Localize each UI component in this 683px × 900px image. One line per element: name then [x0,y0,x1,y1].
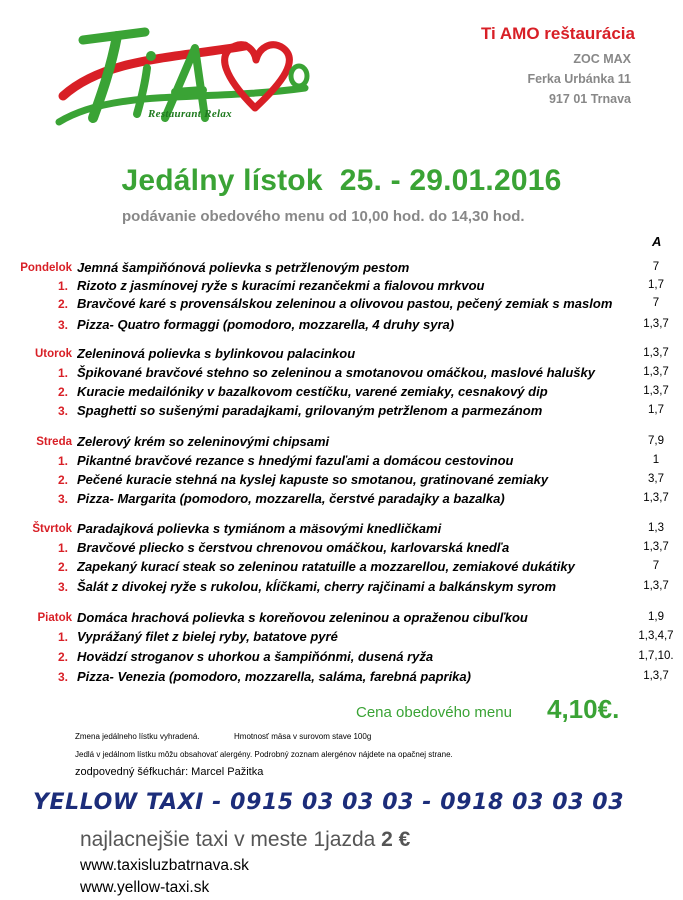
item-number: 3. [57,492,68,506]
item-number: 1. [57,541,68,555]
allergen-codes: 1,3,7 [643,541,669,553]
item-number: 3. [57,318,68,332]
menu-row [0,384,683,402]
allergen-codes: 7 [652,261,660,273]
taxi-tagline-price: 2 € [381,828,411,851]
menu-row-soup [0,521,683,539]
dish-name: Zelerový krém so zeleninovými chipsami [77,434,330,449]
menu-row [0,403,683,421]
menu-row-soup [0,610,683,628]
dish-name: Domáca hrachová polievka s koreňovou zeleninou a opraženou cibuľkou [77,610,528,625]
serving-time: podávanie obedového menu od 10,00 hod. do 14,30 hod. [122,208,525,225]
menu-row [0,453,683,471]
allergen-codes: 7,9 [648,435,664,447]
dish-name: Zeleninová polievka s bylinkovou palacinkou [77,346,356,361]
allergen-codes: 1,3 [648,522,664,534]
allergen-codes: 1 [652,454,660,466]
item-number: 1. [57,454,68,468]
allergen-codes: 1,7,10. [638,650,674,662]
menu-row [0,278,683,296]
dish-name: Rizoto z jasmínovej ryže s kuracími rezančekmi a fialovou mrkvou [77,278,485,293]
item-number: 3. [57,580,68,594]
taxi-tagline-text: najlacnejšie taxi v meste 1jazda [80,828,382,851]
day-label: Utorok [34,348,72,360]
dish-name: Bravčové karé s provensálskou zeleninou a olivovou pastou, pečený zemiak s maslom [77,296,613,311]
dish-name: Paradajková polievka s tymiánom a mäsovými knedličkami [77,521,442,536]
day-label: Štvrtok [32,523,72,535]
note-allergens: Jedlá v jedálnom lístku môžu obsahovať alergény. Podrobný zoznam alergénov nájdete na opačnej strane. [75,750,453,759]
menu-row-soup [0,260,683,278]
menu-row [0,629,683,647]
menu-row [0,540,683,558]
allergen-codes: 1,3,7 [643,492,669,504]
allergen-codes: 1,3,7 [643,347,669,359]
item-number: 2. [57,473,68,487]
allergen-codes: 1,3,4,7 [638,630,674,642]
dish-name: Spaghetti so sušenými paradajkami, grilovaným petržlenom a parmezánom [77,403,543,418]
dish-name: Hovädzí stroganov s uhorkou a šampiňónmi, dusená ryža [77,649,434,664]
price-label: Cena obedového menu [356,704,512,721]
dish-name: Kuracie medailóniky v bazalkovom cestíčku, varené zemiaky, cesnakový dip [77,384,548,399]
item-number: 2. [57,650,68,664]
allergen-codes: 3,7 [648,473,664,485]
allergen-codes: 1,3,7 [643,385,669,397]
taxi-tagline [80,828,410,852]
dish-name: Pečené kuracie stehná na kyslej kapuste so smotanou, gratinované zemiaky [77,472,549,487]
note-meat-weight: Hmotnosť mäsa v surovom stave 100g [234,732,372,741]
menu-row [0,365,683,383]
menu-title: Jedálny lístok 25. - 29.01.2016 [121,164,562,197]
allergen-codes: 7 [652,297,660,309]
menu-row [0,579,683,597]
item-number: 1. [57,279,68,293]
address-line: ZOC MAX [573,52,631,66]
menu-row-soup [0,434,683,452]
address-line: Ferka Urbánka 11 [527,72,631,86]
item-number: 1. [57,630,68,644]
dish-name: Pikantné bravčové rezance s hnedými fazuľami a domácou cestovinou [77,453,514,468]
item-number: 3. [57,404,68,418]
dish-name: Pizza- Venezia (pomodoro, mozzarella, saláma, farebná paprika) [77,669,471,684]
menu-row [0,649,683,667]
menu-row [0,317,683,335]
menu-row [0,559,683,577]
taxi-headline: YELLOW TAXI - 0915 03 03 03 - 0918 03 03 03 [33,790,625,815]
day-label: Pondelok [20,262,72,274]
menu-row [0,472,683,490]
item-number: 2. [57,560,68,574]
price-value: 4,10€. [547,694,620,724]
allergen-codes: 1,3,7 [643,366,669,378]
allergen-codes: 7 [652,560,660,572]
allergen-codes: 1,7 [648,404,664,416]
logo-tagline: Restaurant Relax [148,108,232,120]
item-number: 2. [57,297,68,311]
allergen-column-header: A [652,234,662,249]
dish-name: Bravčové pliecko s čerstvou chrenovou omáčkou, karlovarská knedľa [77,540,510,555]
menu-row-soup [0,346,683,364]
taxi-website-link[interactable]: www.yellow-taxi.sk [80,879,210,896]
dish-name: Jemná šampiňónová polievka s petržlenovým pestom [77,260,410,275]
allergen-codes: 1,3,7 [643,670,669,682]
dish-name: Zapekaný kurací steak so zeleninou ratatuille a mozzarellou, zemiakové dukátiky [77,559,575,574]
dish-name: Šalát z divokej ryže s rukolou, kĺíčkami, cherry rajčinami a balkánskym syrom [77,579,557,594]
dish-name: Pizza- Margarita (pomodoro, mozzarella, čerstvé paradajky a bazalka) [77,491,505,506]
dish-name: Vyprážaný filet z bielej ryby, batatove pyré [77,629,338,644]
menu-row [0,296,683,314]
note-menu-change: Zmena jedálneho lístku vyhradená. [75,732,200,741]
allergen-codes: 1,3,7 [643,580,669,592]
taxi-website-link[interactable]: www.taxisluzbatrnava.sk [80,857,249,874]
allergen-codes: 1,3,7 [643,318,669,330]
menu-row [0,669,683,687]
allergen-codes: 1,7 [648,279,664,291]
allergen-codes: 1,9 [648,611,664,623]
address-line: 917 01 Trnava [548,92,631,106]
day-label: Streda [36,436,72,448]
item-number: 3. [57,670,68,684]
chef-name: zodpovedný šéfkuchár: Marcel Pažitka [75,766,264,778]
dish-name: Špikované bravčové stehno so zeleninou a smotanovou omáčkou, maslové halušky [77,365,595,380]
restaurant-name: Ti AMO reštaurácia [480,24,635,43]
day-label: Piatok [37,612,72,624]
dish-name: Pizza- Quatro formaggi (pomodoro, mozzarella, 4 druhy syra) [77,317,455,332]
item-number: 2. [57,385,68,399]
item-number: 1. [57,366,68,380]
menu-row [0,491,683,509]
